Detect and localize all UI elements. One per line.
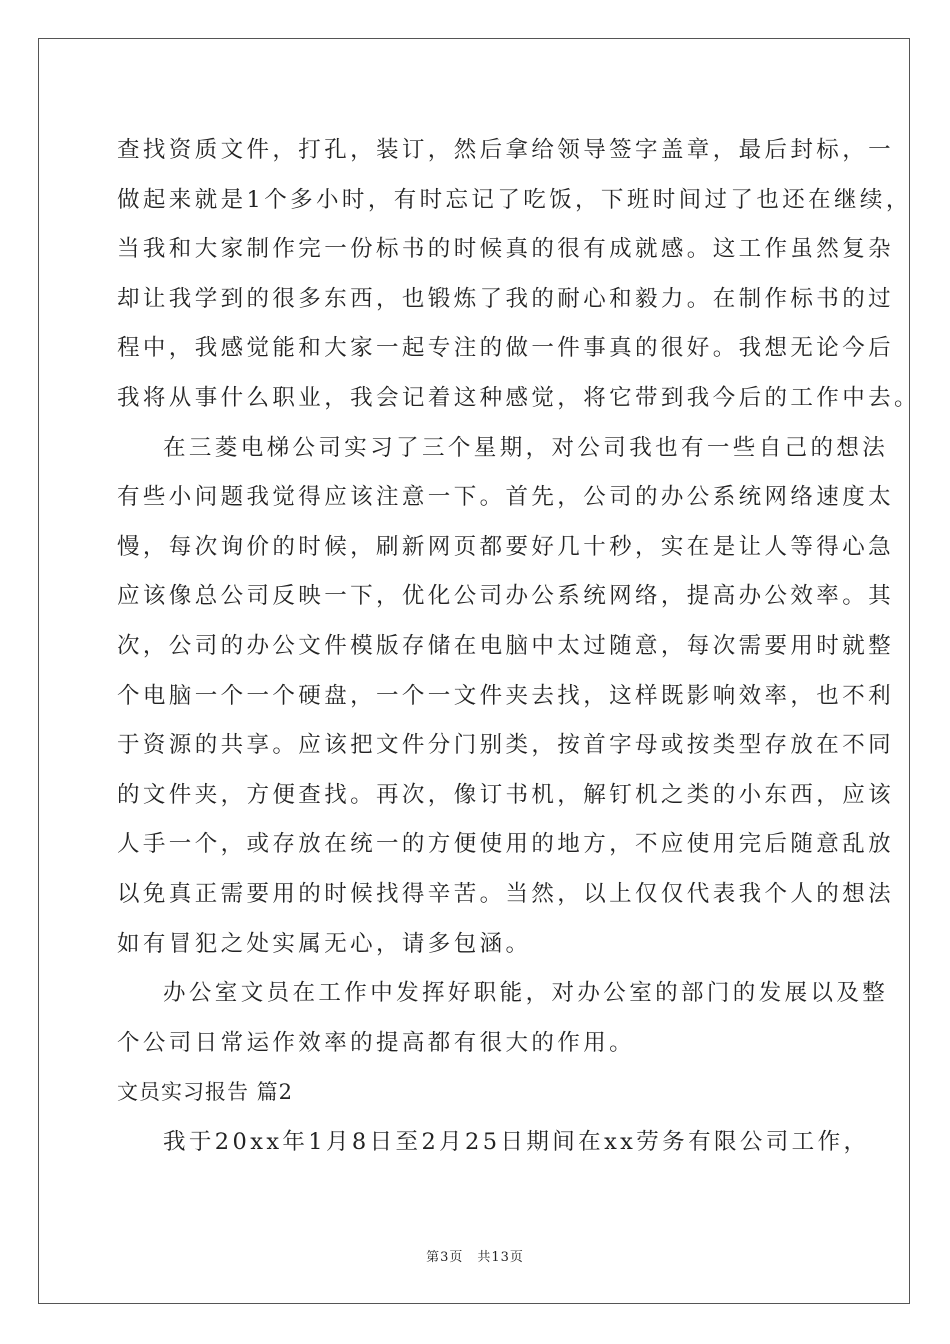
text-line: 却让我学到的很多东西，也锻炼了我的耐心和毅力。在制作标书的过 <box>117 285 895 312</box>
text-line: 有些小问题我觉得应该注意一下。首先，公司的办公系统网络速度太 <box>117 484 895 511</box>
text-line: 次，公司的办公文件模版存储在电脑中太过随意，每次需要用时就整 <box>117 632 895 659</box>
text-line: 慢，每次询价的时候，刷新网页都要好几十秒，实在是让人等得心急 <box>117 533 895 560</box>
text-line: 当我和大家制作完一份标书的时候真的很有成就感。这工作虽然复杂 <box>117 236 895 263</box>
paragraph-start-line: 我于20xx年1月8日至2月25日期间在xx劳务有限公司工作， <box>163 1128 870 1155</box>
page-number-footer: 第3页 共13页 <box>426 1250 524 1265</box>
text-line: 如有冒犯之处实属无心，请多包涵。 <box>117 930 532 957</box>
text-line: 程中，我感觉能和大家一起专注的做一件事真的很好。我想无论今后 <box>117 335 895 362</box>
text-line: 做起来就是1个多小时，有时忘记了吃饭，下班时间过了也还在继续， <box>117 186 912 213</box>
document-body <box>117 126 920 1167</box>
paragraph-start-line: 在三菱电梯公司实习了三个星期，对公司我也有一些自己的想法 <box>163 434 889 461</box>
paragraph-start-line: 办公室文员在工作中发挥好职能，对办公室的部门的发展以及整 <box>163 980 889 1007</box>
text-line: 我将从事什么职业，我会记着这种感觉，将它带到我今后的工作中去。 <box>117 384 920 411</box>
section-heading: 文员实习报告 篇2 <box>117 1080 294 1105</box>
text-line: 个公司日常运作效率的提高都有很大的作用。 <box>117 1029 636 1056</box>
text-line: 以免真正需要用的时候找得辛苦。当然，以上仅仅代表我个人的想法 <box>117 880 895 907</box>
text-line: 人手一个，或存放在统一的方便使用的地方，不应使用完后随意乱放 <box>117 831 895 858</box>
text-line: 的文件夹，方便查找。再次，像订书机，解钉机之类的小东西，应该 <box>117 781 895 808</box>
text-line: 查找资质文件，打孔，装订，然后拿给领导签字盖章，最后封标，一 <box>117 137 895 163</box>
text-line: 应该像总公司反映一下，优化公司办公系统网络，提高办公效率。其 <box>117 583 895 610</box>
text-line: 个电脑一个一个硬盘，一个一文件夹去找，这样既影响效率，也不利 <box>117 682 895 709</box>
text-line: 于资源的共享。应该把文件分门别类，按首字母或按类型存放在不同 <box>117 732 895 759</box>
